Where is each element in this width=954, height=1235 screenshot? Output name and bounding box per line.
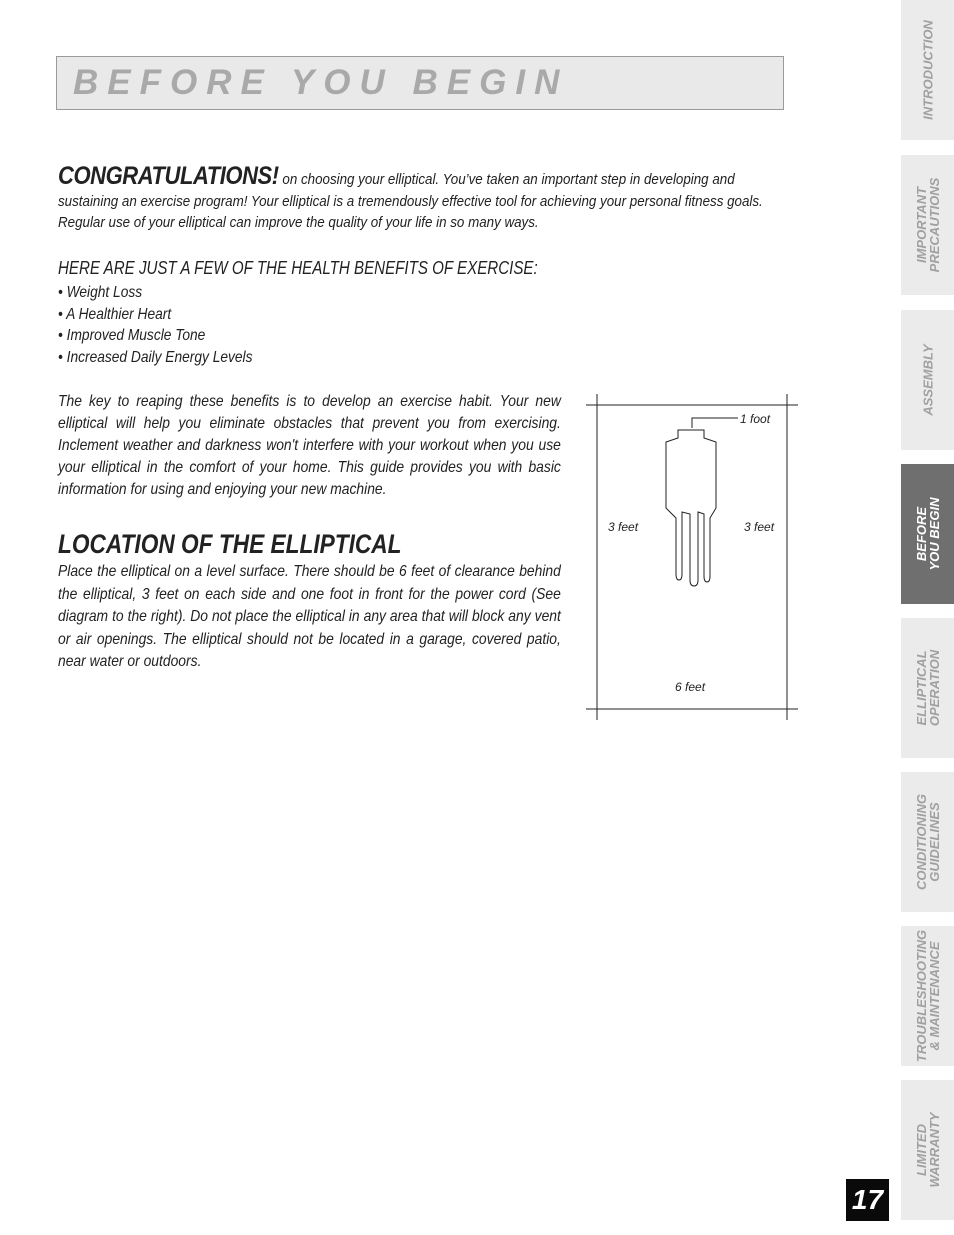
- congrats-body: on choosing your elliptical. You’ve taken an important step in developing and sustaining an exercise program! Your elliptical is a tremendously effective tool for achieving your personal fitness goals. Regular use of your elliptical can improve the quality of your life in so many ways.: [58, 171, 763, 232]
- benefits-heading: HERE ARE JUST A FEW OF THE HEALTH BENEFITS OF EXERCISE:: [58, 258, 538, 278]
- tab-label: BEFORE YOU BEGIN: [913, 497, 942, 571]
- tab-label: ASSEMBLY: [920, 344, 935, 416]
- location-title: LOCATION OF THE ELLIPTICAL: [58, 529, 402, 559]
- tab-label: INTRODUCTION: [920, 20, 935, 120]
- list-item: • Improved Muscle Tone: [58, 327, 206, 345]
- section-header: [56, 56, 784, 110]
- tab-introduction[interactable]: [901, 0, 954, 140]
- tab-important-precautions[interactable]: [901, 155, 954, 295]
- page-number: 17: [846, 1179, 889, 1221]
- tab-label: LIMITED WARRANTY: [913, 1112, 942, 1188]
- tab-elliptical-operation[interactable]: [901, 618, 954, 758]
- tab-label: TROUBLESHOOTING & MAINTENANCE: [913, 929, 942, 1063]
- left-clearance-label: 3 feet: [608, 520, 639, 534]
- front-clearance-label: 1 foot: [740, 412, 771, 426]
- congrats-paragraph: [58, 162, 771, 234]
- list-item: • A Healthier Heart: [58, 305, 172, 323]
- tab-label: ELLIPTICAL OPERATION: [913, 649, 942, 727]
- tab-conditioning-guidelines[interactable]: [901, 772, 954, 912]
- tab-before-you-begin[interactable]: [901, 464, 954, 604]
- elliptical-outline-icon: [666, 430, 716, 586]
- back-clearance-label: 6 feet: [675, 680, 706, 694]
- benefits-list: [58, 282, 284, 368]
- front-clearance-marker: [692, 418, 738, 428]
- page-title: BEFORE YOU BEGIN: [73, 63, 569, 102]
- tab-assembly[interactable]: [901, 310, 954, 450]
- list-item: • Weight Loss: [58, 284, 143, 301]
- key-paragraph: The key to reaping these benefits is to develop an exercise habit. Your new elliptical will help you eliminate obstacles that prevent you from exercising. Inclement weather and darkness won't interfere with your workout when you use your elliptical in the comfort of your home. This guide provides you with basic information for using and enjoying your new machine.: [58, 393, 561, 498]
- tab-troubleshooting-maintenance[interactable]: [901, 926, 954, 1066]
- tab-label: IMPORTANT PRECAUTIONS: [913, 177, 942, 273]
- clearance-diagram: [586, 394, 798, 720]
- right-clearance-label: 3 feet: [744, 520, 775, 534]
- tab-limited-warranty[interactable]: [901, 1080, 954, 1220]
- congrats-lead: CONGRATULATIONS!: [58, 162, 279, 190]
- tab-label: CONDITIONING GUIDELINES: [913, 793, 942, 891]
- list-item: • Increased Daily Energy Levels: [58, 348, 253, 366]
- location-paragraph: Place the elliptical on a level surface. There should be 6 feet of clearance behind the elliptical, 3 feet on each side and one foot in front for the power cord (See diagram to the right). Do not place the elliptical in any area that will block any vent or air openings. The elliptical should not be located in a garage, covered patio, near water or outdoors.: [58, 563, 561, 670]
